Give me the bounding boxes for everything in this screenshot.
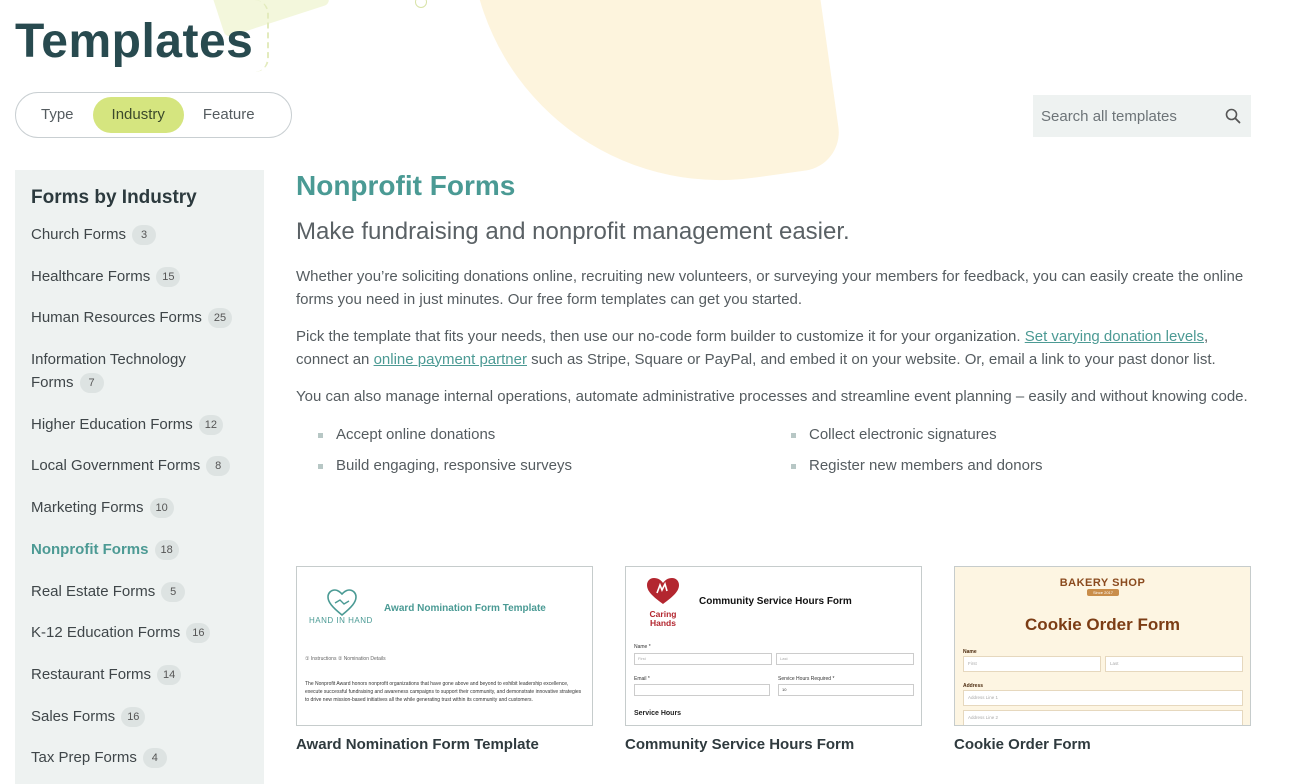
org-name: Caring — [649, 609, 677, 619]
count-badge: 4 — [143, 748, 167, 768]
card-title[interactable]: Award Nomination Form Template — [296, 736, 539, 753]
org-name: Hands — [650, 618, 676, 628]
thumb-text: The Nonprofit Award honors nonprofit organizations that have gone above and beyond to exhibit leadership excellence, execute successful fundraising and awareness campaigns to support their community, and demonstrate innovative strategies to drive new mission-based initiatives all the while generating trust within its community and customers. — [305, 681, 582, 703]
page-title: Templates — [15, 15, 254, 68]
industry-sidebar — [15, 170, 264, 784]
paragraph-text: , connect an — [296, 328, 1209, 368]
paragraph-text: Pick the template that fits your needs, then use our no-code form builder to customize it for your organization. — [296, 328, 1025, 345]
thumb-heading: Award Nomination Form Template — [384, 603, 546, 614]
sidebar-item-tax-prep[interactable] — [31, 746, 248, 769]
template-card-community-service[interactable] — [625, 566, 922, 753]
count-badge: 25 — [208, 308, 232, 328]
paragraph-text: such as Stripe, Square or PayPal, and embed it on your website. Or, email a link to your past donor list. — [527, 350, 1216, 368]
last-name-field: Last — [1105, 656, 1243, 672]
sidebar-item-label: K-12 Education Forms — [31, 624, 181, 642]
template-thumbnail[interactable] — [296, 566, 593, 726]
sidebar-item-marketing[interactable] — [31, 496, 248, 519]
caring-hands-logo — [644, 577, 682, 627]
count-badge: 12 — [199, 415, 223, 435]
last-name-field: Last — [776, 653, 914, 665]
sidebar-item-label: Information Technology Forms — [31, 351, 186, 392]
sidebar-item-label: Sales Forms — [31, 707, 116, 725]
section-subtitle: Make fundraising and nonprofit management easier. — [296, 218, 850, 245]
heart-hands-icon — [327, 589, 357, 617]
count-badge: 8 — [206, 456, 230, 476]
count-badge: 7 — [80, 373, 104, 393]
thumb-heading: Cookie Order Form — [1025, 615, 1180, 634]
template-card-cookie-order[interactable] — [954, 566, 1251, 753]
sidebar-item-local-government[interactable] — [31, 454, 248, 477]
field-label: Service Hours Required * — [778, 676, 835, 682]
card-title[interactable]: Community Service Hours Form — [625, 736, 855, 753]
sidebar-item-label: Church Forms — [31, 226, 127, 243]
sidebar-item-label: Restaurant Forms — [31, 665, 152, 683]
template-cards — [296, 566, 1251, 753]
feature-list — [296, 424, 1251, 477]
sidebar-item-nonprofit[interactable] — [31, 538, 248, 561]
list-item: Accept online donations — [318, 424, 791, 446]
sidebar-item-label: Nonprofit Forms — [31, 540, 149, 558]
tab-type[interactable]: Type — [41, 106, 74, 123]
sidebar-item-k12-education[interactable] — [31, 621, 248, 644]
email-field — [634, 684, 770, 696]
list-item: Build engaging, responsive surveys — [318, 455, 791, 477]
hours-field: 10 — [778, 684, 914, 696]
count-badge: 15 — [156, 267, 180, 287]
decorative-dash — [255, 0, 269, 72]
sidebar-item-label: Local Government Forms — [31, 457, 201, 475]
count-badge: 10 — [150, 498, 174, 518]
tab-industry[interactable]: Industry — [93, 97, 184, 133]
filter-tabs — [15, 92, 292, 138]
count-badge: 14 — [157, 665, 181, 685]
sidebar-item-church[interactable] — [31, 223, 248, 246]
section-title: Nonprofit Forms — [296, 170, 516, 201]
template-card-award[interactable] — [296, 566, 593, 753]
donation-levels-link[interactable]: Set varying donation levels — [1024, 328, 1204, 345]
card-title[interactable]: Cookie Order Form — [954, 736, 1091, 753]
sidebar-item-label: Human Resources Forms — [31, 309, 202, 327]
sidebar-item-label: Tax Prep Forms — [31, 749, 137, 767]
builder-paragraph — [296, 326, 1251, 371]
sidebar-item-label: Healthcare Forms — [31, 267, 151, 285]
bakery-logo: BAKERY SHOP — [1059, 577, 1146, 589]
sidebar-item-label: Higher Education Forms — [31, 415, 193, 433]
payment-partner-link[interactable]: online payment partner — [373, 350, 527, 368]
operations-paragraph: You can also manage internal operations, automate administrative processes and streamline event planning – easily and without knowing code. — [296, 388, 1248, 405]
list-item: Register new members and donors — [791, 455, 1241, 477]
field-label: Email * — [634, 676, 650, 682]
count-badge: 3 — [132, 225, 156, 245]
tab-feature[interactable]: Feature — [202, 106, 255, 123]
thumb-section-title: Service Hours — [634, 710, 682, 717]
template-thumbnail[interactable] — [625, 566, 922, 726]
intro-paragraph: Whether you’re soliciting donations online, recruiting new volunteers, or surveying your members for feedback, you can easily create the online forms you need in just minutes. Our free form templates can get you started. — [296, 268, 1244, 308]
search-input[interactable] — [1041, 108, 1219, 125]
field-label: Address — [963, 683, 984, 689]
sidebar-item-label: Marketing Forms — [31, 499, 144, 517]
heart-icon — [646, 577, 680, 605]
thumb-heading: Community Service Hours Form — [699, 596, 852, 607]
count-badge: 18 — [155, 540, 179, 560]
search-icon[interactable] — [1223, 106, 1243, 126]
sidebar-item-real-estate[interactable] — [31, 580, 248, 603]
count-badge: 16 — [186, 623, 210, 643]
sidebar-title: Forms by Industry — [31, 187, 197, 208]
sidebar-item-label: Real Estate Forms — [31, 582, 156, 600]
thumb-steps: ① Instructions ② Nomination Details — [305, 656, 386, 662]
list-item: Collect electronic signatures — [791, 424, 1241, 446]
address-line-1-field: Address Line 1 — [963, 690, 1243, 706]
sidebar-item-sales[interactable] — [31, 705, 248, 728]
first-name-field: First — [963, 656, 1101, 672]
address-line-2-field: Address Line 2 — [963, 710, 1243, 726]
sidebar-item-restaurant[interactable] — [31, 663, 248, 686]
count-badge: 16 — [121, 707, 145, 727]
sidebar-item-higher-education[interactable] — [31, 413, 248, 436]
sidebar-item-healthcare[interactable] — [31, 265, 248, 288]
count-badge: 5 — [161, 582, 185, 602]
search-box — [1033, 95, 1251, 137]
main-content — [296, 170, 1251, 477]
ribbon-badge: Since 2017 — [1087, 589, 1119, 596]
field-label: Name * — [634, 644, 651, 650]
first-name-field: First — [634, 653, 772, 665]
decorative-ring — [415, 0, 427, 8]
sidebar-item-human-resources[interactable] — [31, 306, 248, 329]
org-name: HAND IN HAND — [309, 616, 373, 625]
sidebar-item-information-technology[interactable] — [31, 348, 221, 394]
field-label: Name — [963, 649, 977, 655]
template-thumbnail[interactable] — [954, 566, 1251, 726]
